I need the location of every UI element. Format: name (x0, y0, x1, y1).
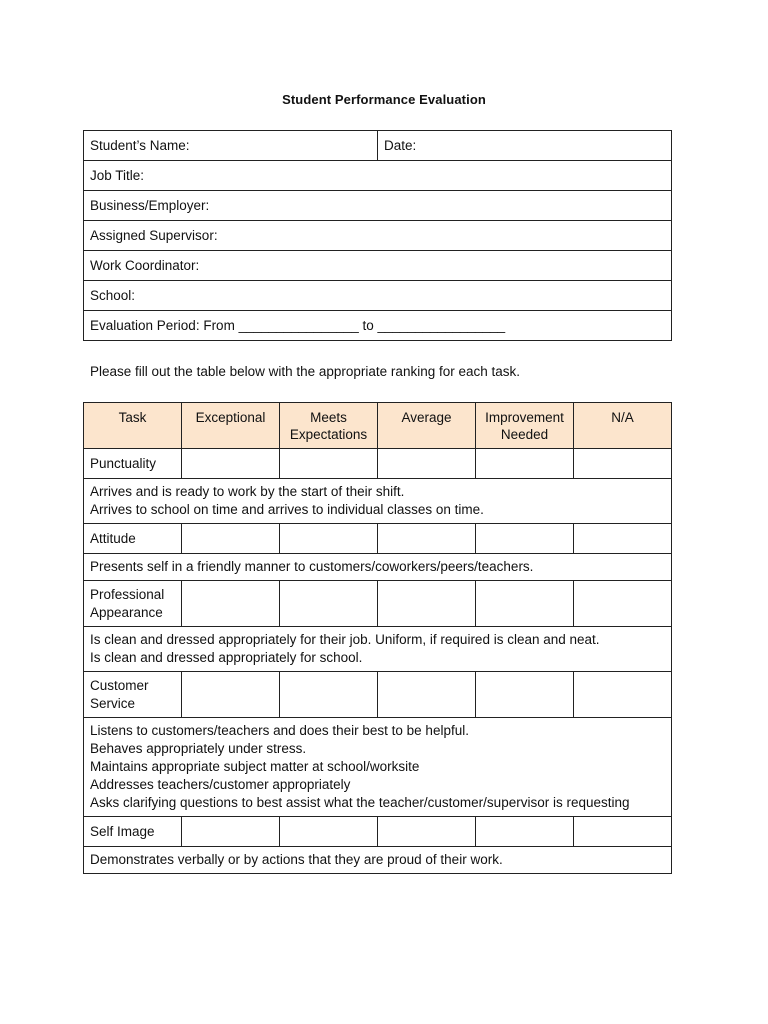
info-row-name (84, 131, 672, 161)
page-title: Student Performance Evaluation (282, 92, 486, 107)
task-row-punctuality (84, 449, 672, 479)
desc-line: Addresses teachers/customer appropriately (90, 777, 351, 792)
rating-meets-expectations[interactable] (280, 672, 378, 718)
desc-line: Arrives and is ready to work by the start of their shift. (90, 484, 405, 499)
info-row-employer (84, 191, 672, 221)
task-desc-row-self-image (84, 847, 672, 874)
desc-line: Is clean and dressed appropriately for school. (90, 650, 363, 665)
period-to-blank[interactable]: ________________ (377, 317, 498, 333)
rating-na[interactable] (574, 581, 672, 627)
info-row-supervisor (84, 221, 672, 251)
rating-na[interactable] (574, 449, 672, 479)
info-row-school (84, 281, 672, 311)
rating-improvement-needed[interactable] (476, 581, 574, 627)
task-desc-row-customer-service (84, 718, 672, 817)
desc-line: Behaves appropriately under stress. (90, 741, 307, 756)
task-name: Self Image (84, 817, 182, 847)
info-row-job-title (84, 161, 672, 191)
task-name: Professional Appearance (84, 581, 182, 627)
desc-line: Listens to customers/teachers and does their best to be helpful. (90, 723, 469, 738)
task-row-customer-service (84, 672, 672, 718)
period-label: Evaluation Period: From (90, 317, 235, 333)
rating-meets-expectations[interactable] (280, 524, 378, 554)
date-field[interactable]: Date: (378, 131, 672, 161)
header-task: Task (84, 403, 182, 449)
task-desc-row-punctuality (84, 479, 672, 524)
header-exceptional: Exceptional (182, 403, 280, 449)
rating-meets-expectations[interactable] (280, 449, 378, 479)
task-description (84, 479, 672, 524)
task-description (84, 627, 672, 672)
student-info-table (83, 130, 672, 341)
task-name: Customer Service (84, 672, 182, 718)
desc-line: Presents self in a friendly manner to customers/coworkers/peers/teachers. (90, 559, 534, 574)
header-row (84, 403, 672, 449)
supervisor-field[interactable]: Assigned Supervisor: (84, 221, 672, 251)
rating-na[interactable] (574, 672, 672, 718)
info-row-coordinator (84, 251, 672, 281)
rating-average[interactable] (378, 449, 476, 479)
task-description (84, 718, 672, 817)
header-average: Average (378, 403, 476, 449)
task-row-professional-appearance (84, 581, 672, 627)
desc-line: Asks clarifying questions to best assist what the teacher/customer/supervisor is requesting (90, 795, 630, 810)
desc-line: Demonstrates verbally or by actions that they are proud of their work. (90, 852, 503, 867)
header-meets-expectations: Meets Expectations (280, 403, 378, 449)
instruction-text: Please fill out the table below with the appropriate ranking for each task. (90, 364, 521, 379)
task-desc-row-attitude (84, 554, 672, 581)
student-name-field[interactable]: Student’s Name: (84, 131, 378, 161)
rating-na[interactable] (574, 524, 672, 554)
period-to-label: to (362, 317, 374, 333)
info-row-period (84, 311, 672, 341)
task-desc-row-professional-appearance (84, 627, 672, 672)
desc-line: Is clean and dressed appropriately for their job. Uniform, if required is clean and neat. (90, 632, 600, 647)
rating-average[interactable] (378, 524, 476, 554)
rating-meets-expectations[interactable] (280, 581, 378, 627)
evaluation-period-field[interactable]: Evaluation Period: From ________________ to _________________ (84, 311, 672, 341)
rating-exceptional[interactable] (182, 524, 280, 554)
rating-average[interactable] (378, 581, 476, 627)
desc-line: Arrives to school on time and arrives to individual classes on time. (90, 502, 484, 517)
rating-exceptional[interactable] (182, 449, 280, 479)
period-from-blank[interactable]: ________________ (238, 317, 359, 333)
rating-average[interactable] (378, 817, 476, 847)
header-na: N/A (574, 403, 672, 449)
task-row-self-image (84, 817, 672, 847)
rating-average[interactable] (378, 672, 476, 718)
rating-exceptional[interactable] (182, 672, 280, 718)
coordinator-field[interactable]: Work Coordinator: (84, 251, 672, 281)
job-title-field[interactable]: Job Title: (84, 161, 672, 191)
task-row-attitude (84, 524, 672, 554)
task-name: Attitude (84, 524, 182, 554)
desc-line: Maintains appropriate subject matter at school/worksite (90, 759, 420, 774)
rating-improvement-needed[interactable] (476, 817, 574, 847)
task-description (84, 847, 672, 874)
rating-exceptional[interactable] (182, 817, 280, 847)
rating-improvement-needed[interactable] (476, 524, 574, 554)
ranking-table (83, 402, 672, 874)
task-name: Punctuality (84, 449, 182, 479)
employer-field[interactable]: Business/Employer: (84, 191, 672, 221)
header-improvement-needed: Improvement Needed (476, 403, 574, 449)
rating-improvement-needed[interactable] (476, 672, 574, 718)
task-description (84, 554, 672, 581)
rating-meets-expectations[interactable] (280, 817, 378, 847)
rating-exceptional[interactable] (182, 581, 280, 627)
rating-improvement-needed[interactable] (476, 449, 574, 479)
rating-na[interactable] (574, 817, 672, 847)
school-field[interactable]: School: (84, 281, 672, 311)
